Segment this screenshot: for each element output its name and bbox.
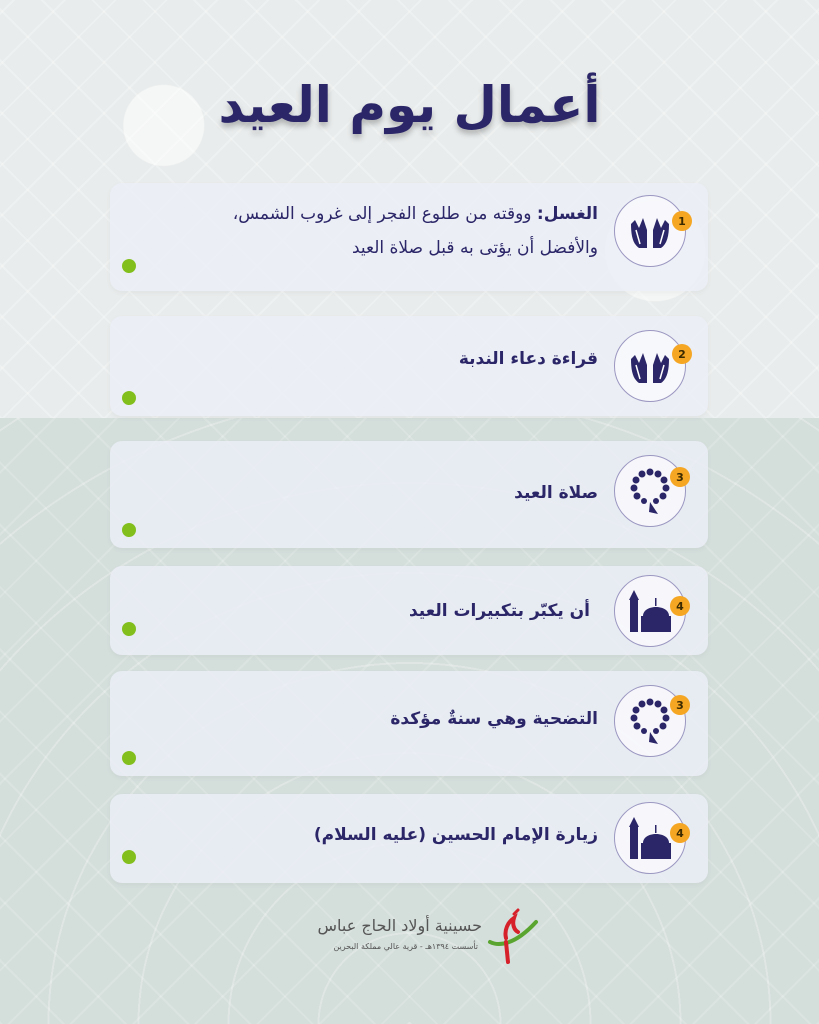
step-number-badge: 3 [670,695,690,715]
footer-name: حسينية أولاد الحاج عباس [317,916,482,935]
prayer-beads-icon [625,466,675,516]
icon-frame [614,195,686,267]
step-number-badge: 4 [670,823,690,843]
icon-frame [614,330,686,402]
item-text: قراءة دعاء الندبة [458,349,598,369]
hussainiya-logo-icon [484,908,542,966]
list-item [110,671,708,776]
item-text: صلاة العيد [514,483,598,503]
list-item [110,183,708,291]
step-number-badge: 2 [672,344,692,364]
mosque-icon [625,586,675,636]
prayer-beads-icon [625,696,675,746]
item-text-line1: ووقته من طلوع الفجر إلى غروب الشمس، [232,204,532,224]
praying-hands-icon [625,341,675,391]
item-text [138,197,598,265]
bullet-dot [122,751,136,765]
item-label: الغسل: [536,204,598,224]
icon-frame [614,455,686,527]
bullet-dot [122,850,136,864]
list-item [110,441,708,548]
bullet-dot [122,622,136,636]
list-item [110,316,708,416]
bullet-dot [122,391,136,405]
page-title: أعمال يوم العيد [218,76,601,134]
list-item [110,794,708,883]
praying-hands-icon [625,206,675,256]
footer-logo-block [282,908,542,970]
list-item [110,566,708,655]
step-number-badge: 1 [672,211,692,231]
mosque-icon [625,813,675,863]
step-number-badge: 3 [670,467,690,487]
bullet-dot [122,259,136,273]
item-text: التضحية وهي سنةٌ مؤكدة [390,709,598,729]
item-text: زيارة الإمام الحسين (عليه السلام) [313,825,598,845]
step-number-badge: 4 [670,596,690,616]
item-text: أن يكبّر بتكبيرات العيد [408,601,590,621]
bullet-dot [122,523,136,537]
footer-subtitle: تأسست ١٣٩٤هـ - قرية عالي مملكة البحرين [333,942,478,951]
item-text-line2: والأفضل أن يؤتى به قبل صلاة العيد [351,238,598,258]
